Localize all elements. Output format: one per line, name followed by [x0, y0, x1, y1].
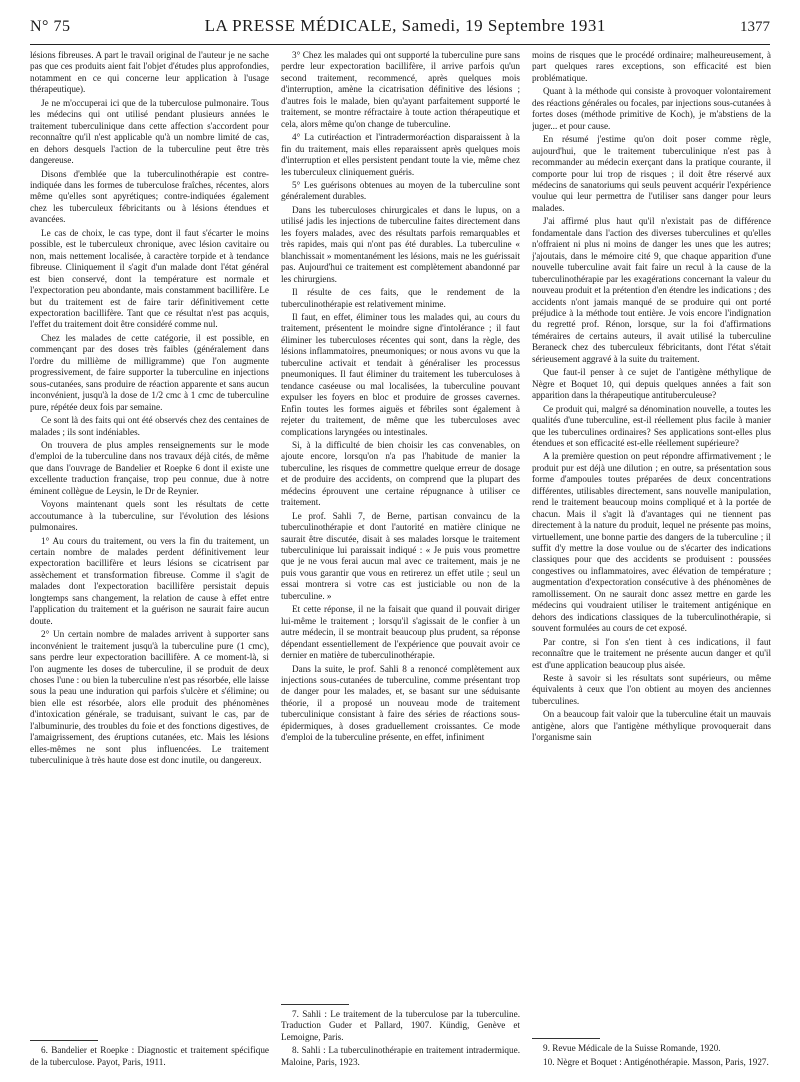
- paragraph: On a beaucoup fait valoir que la tuberculine était un mauvais antigène, alors que l'antigène méthylique provoquerait dans l'organisme sain: [532, 709, 771, 743]
- column-1: [30, 50, 269, 1070]
- footnotes: [30, 1034, 269, 1070]
- running-header: [30, 16, 770, 42]
- journal-title-line: [205, 16, 606, 36]
- paragraph: Si, à la difficulté de bien choisir les cas convenables, on ajoute encore, lorsqu'on n'a pas l'habitude de manier la tuberculine, les risques de commettre quelque erreur de dosage et de produire des accidents, on comprend que la plupart des médecins éprouvent une certaine répugnance à utiliser ce traitement.: [281, 439, 520, 508]
- paragraph: Que faut-il penser à ce sujet de l'antigène méthylique de Nègre et Boquet 10, qui depuis quelques années a fait son apparition dans la thérapeutique antituberculeuse?: [532, 367, 771, 401]
- paragraph: moins de risques que le procédé ordinaire; malheureusement, à part quelques rares exceptions, son efficacité est bien problématique.: [532, 50, 771, 83]
- paragraph: 3° Chez les malades qui ont supporté la tuberculine pure sans perdre leur expectoration bacillifère, il arrive parfois qu'un second traitement, recommencé, après quelques mois d'interruption, amène la cicatrisation définitive des lésions ; d'autres fois le malade, bien qu'ayant parfaitement supporté le traitement, se montre réfractaire à toute action thérapeutique et cela, alors même qu'on change de tuberculine.: [281, 50, 520, 129]
- journal-name: LA PRESSE MÉDICALE,: [204, 16, 397, 35]
- paragraph: Il résulte de ces faits, que le rendement de la tuberculinothérapie est relativement minime.: [281, 287, 520, 309]
- footnote: 10. Nègre et Boquet : Antigénothérapie. Masson, Paris, 1927.: [543, 1056, 769, 1067]
- page-number: 1377: [740, 19, 770, 35]
- paragraph: lésions fibreuses. A part le travail original de l'auteur je ne sache pas que ces produits aient fait l'objet d'études plus approfondies, notamment en ce qui concerne leur application à l'usage thérapeutique).: [30, 50, 269, 95]
- paragraph: Le prof. Sahli 7, de Berne, partisan convaincu de la tuberculinothérapie et dont l'autorité en matière clinique ne saurait être discutée, disait à ses malades lorsque le traitement tuberculinique lui paraissait indiqué : « Je puis vous promettre que je ne vous ferai aucun mal avec ce traitement, mais je ne puis vous garantir que vous en retirerez un effet utile ; seul un essai montrera si votre cas est justiciable ou non de la tuberculine. »: [281, 510, 520, 601]
- paragraph: Ce sont là des faits qui ont été observés chez des centaines de malades ; ils sont indéniables.: [30, 415, 269, 437]
- paragraph: Reste à savoir si les résultats sont supérieurs, ou même équivalents à ceux que l'on obtient au moyen des anciennes tuberculines.: [532, 673, 771, 706]
- paragraph: Et cette réponse, il ne la faisait que quand il pouvait diriger lui-même le traitement ; lorsqu'il s'agissait de le confier à un autre médecin, il se montrait beaucoup plus prudent, sa réponse dépendant essentiellement de l'expérience que pouvait avoir ce dernier en matière de tuberculinothérapie.: [281, 604, 520, 661]
- text-columns: [30, 50, 772, 1070]
- paragraph: Ce produit qui, malgré sa dénomination nouvelle, a toutes les qualités d'une tuberculine, est-il réellement plus facile à manier que les tuberculines ordinaires? Ses applications sont-elles plus étendues et son efficacité est-elle réellement supérieure?: [532, 403, 771, 448]
- column-2: [281, 50, 520, 1070]
- issue-number: N° 75: [30, 18, 71, 35]
- footnote: 9. Revue Médicale de la Suisse Romande, 1920.: [543, 1043, 721, 1054]
- paragraph: Je ne m'occuperai ici que de la tuberculose pulmonaire. Tous les médecins qui ont utilisé pendant plusieurs années le traitement tuberculinique dans cette affection s'accordent pour reconnaître qu'il n'est applicable qu'à un nombre limité de cas, en dehors desquels l'action de la tuberculine peut être très dangereuse.: [30, 97, 269, 166]
- paragraph: Voyons maintenant quels sont les résultats de cette accoutumance à la tuberculine, sur l'évolution des lésions pulmonaires.: [30, 499, 269, 533]
- paragraph: En résumé j'estime qu'on doit poser comme règle, aujourd'hui, que le traitement tuberculinique n'est pas à recommander au médecin exerçant dans la pratique courante, il comporte pour lui trop de risques ; il doit être réservé aux médecins de sanatoriums qui seuls peuvent acquérir l'expérience voulue qui leur permettra de l'utiliser sans danger pour leurs malades.: [532, 134, 771, 213]
- paragraph: Dans les tuberculoses chirurgicales et dans le lupus, on a utilisé jadis les injections de tuberculine faites directement dans les foyers malades, avec des résultats parfois remarquables et très rapides, mais qui n'ont pas été durables. La tuberculine « blanchissait » momentanément les lésions, mais ne les guérissait pas. Aujourd'hui ce traitement est complètement abandonné par les chirurgiens.: [281, 204, 520, 284]
- paragraph: Disons d'emblée que la tuberculinothérapie est contre-indiquée dans les formes de tuberculose fraîches, récentes, alors même qu'elles sont apyrétiques; contre-indiquées également chez les tuberculeux fébricitants ou à lésions étendues et avancées.: [30, 168, 269, 225]
- footnotes: [281, 998, 520, 1070]
- footnote-rule: [532, 1038, 600, 1039]
- footnotes: [532, 1032, 771, 1070]
- footnote-rule: [30, 1040, 98, 1041]
- paragraph: A la première question on peut répondre affirmativement ; le produit pur est déjà une dilution ; en outre, sa présentation sous forme d'ampoules toutes préparées de deux concentrations différentes, utilisables directement, sans nouvelle manipulation, rend le traitement beaucoup moins compliqué et à la portée de chacun. Mais il s'agit là d'avantages qui ne tiennent pas directement à la nature du produit, lequel ne présente pas moins, virtuellement, une bonne partie des dangers de la tuberculine ; il suffit d'y mettre la dose voulue ou de s'écarter des indications classiques pour que des accidents se produisent : poussées congestives ou inflammatoires, avec élévation de température ; augmentation d'expectoration consécutive à des phénomènes de ramollissement. On ne saurait donc assez mettre en garde les médecins qui voudraient utiliser le traitement antigénique en dehors des indications classiques de la tuberculinothérapie, si souvent formulées au cours de cet exposé.: [532, 451, 771, 634]
- paragraph: Dans la suite, le prof. Sahli 8 a renoncé complètement aux injections sous-cutanées de tuberculine, comme présentant trop de danger pour les malades, et, se basant sur une séduisante théorie, il a proposé un nouveau mode de traitement tuberculinique consistant à faire des séries de réactions sous-épidermiques, à doses graduellement croissantes. Ce mode d'emploi de la tuberculine présente, en effet, infiniment: [281, 663, 520, 743]
- paragraph: Par contre, si l'on s'en tient à ces indications, il faut reconnaître que le traitement ne présente aucun danger et qu'il est d'une application beaucoup plus aisée.: [532, 636, 771, 670]
- paragraph: 2° Un certain nombre de malades arrivent à supporter sans inconvénient le traitement jusqu'à la tuberculine pure (1 cmc), sans perdre leur expectoration bacillifère. A ce moment-là, si l'on augmente les doses de tuberculine, il se produit de deux choses l'une : ou bien la tuberculine n'est pas résorbée, elle laisse sous la peau une induration qui parfois s'ulcère et s'élimine; ou bien elle est résorbée, alors elle produit des phénomènes d'intoxication générale, se traduisant, suivant le cas, par de l'albuminurie, des troubles du foie et des fonctions digestives, de l'amaigrissement, des éruptions cutanées, etc. Mais les lésions elles-mêmes ne sont plus influencées. Le traitement tuberculinique à très haute dose est donc inutile, ou dangereux.: [30, 629, 269, 766]
- paragraph: On trouvera de plus amples renseignements sur le mode d'emploi de la tuberculine dans nos travaux déjà cités, de même que dans l'ouvrage de Bandelier et Roepke 6 dont il existe une excellente traduction française, trop peu connue, due à notre éminent collègue de Leysin, le Dr de Reynier.: [30, 439, 269, 496]
- paragraph: Il faut, en effet, éliminer tous les malades qui, au cours du traitement, présentent le moindre signe d'intolérance ; il faut éliminer les tuberculoses récentes qui sont, dans la règle, des lésions inflammatoires, pneumoniques; or nous avons vu que la tuberculine activait et tendait à généraliser les processus pneumoniques. Il faut éliminer du traitement les tuberculoses à tendance caséeuse ou mal localisées, la tuberculine pouvant expulser les foyers en bloc et produire de grosses cavernes. Enfin toutes les formes aiguës et fébriles sont également à rejeter du traitement, de même que les tuberculoses avec complications laryngées ou intestinales.: [281, 311, 520, 437]
- issue-date: Samedi, 19 Septembre 1931: [401, 16, 606, 35]
- paragraph: 5° Les guérisons obtenues au moyen de la tuberculine sont généralement durables.: [281, 179, 520, 202]
- footnote-rule: [281, 1004, 349, 1005]
- paragraph: 4° La cutiréaction et l'intradermoréaction disparaissent à la fin du traitement, mais elles reparaissent après quelques mois d'interruption et elles persistent pendant toute la vie, même chez les tuberculeux cliniquement guéris.: [281, 132, 520, 177]
- footnote: 6. Bandelier et Roepke : Diagnostic et traitement spécifique de la tuberculose. Payot, Paris, 1911.: [30, 1045, 269, 1067]
- footnote: 8. Sahli : La tuberculinothérapie en traitement intradermique. Maloine, Paris, 1923.: [281, 1045, 520, 1067]
- paragraph: 1° Au cours du traitement, ou vers la fin du traitement, un certain nombre de malades perdent définitivement leur expectoration bacillifère et leurs lésions se cicatrisent par assèchement et transformation fibreuse. Comme il s'agit de malades dont l'expectoration bacillifère persistait depuis longtemps sans changement, la relation de cause à effet entre l'application du traitement et la guérison ne saurait faire aucun doute.: [30, 535, 269, 626]
- column-3: [532, 50, 771, 1070]
- header-rule: [30, 44, 770, 45]
- footnote: 7. Sahli : Le traitement de la tuberculose par la tuberculine. Traduction Guder et Pallard, 1907. Kündig, Genève et Lemoigne, Paris.: [281, 1008, 520, 1042]
- paragraph: J'ai affirmé plus haut qu'il n'existait pas de différence fondamentale dans l'action des diverses tuberculines et qu'elles n'offraient ni plus ni moins de danger les unes que les autres; j'ajoutais, dans le mémoire cité 9, que chaque apparition d'une nouvelle tuberculine avait fait faire un recul à la cause de la tuberculinothérapie par les exagérations concernant la valeur du nouveau produit et la prétention d'en étendre les indications ; des accidents n'ont jamais manqué de se produire qui ont porté préjudice à la méthode tout entière. Je vois encore l'indignation du regretté prof. Rénon, lorsque, sur la foi d'affirmations téméraires de certains auteurs, il avait utilisé la tuberculine Beraneck chez des tuberculeux fébricitants, dont l'état s'était sérieusement aggravé à la suite du traitement.: [532, 216, 771, 364]
- paragraph: Le cas de choix, le cas type, dont il faut s'écarter le moins possible, est le tuberculeux chronique, avec lésion cavitaire ou non, mais nettement localisée, à caractère torpide et à tendance fibreuse. Cliniquement il s'agit d'un malade dont l'état général est bien conservé, dont la température est normale et l'expectoration peu abondante, mais constamment bacillifère. Le but du traitement est de faire tarir définitivement cette expectoration bacillifère. Tant que ce résultat n'est pas acquis, l'effet du traitement doit être considéré comme nul.: [30, 227, 269, 330]
- paragraph: Chez les malades de cette catégorie, il est possible, en commençant par des doses très faibles (généralement dans l'ordre du millième de milligramme) que l'on augmente progressivement, de faire supporter la tuberculine en injections sous-cutanées, sans produire de réaction apparente et sans aucun inconvénient, jusqu'à la dose de 1/2 cmc à 1 cmc de tuberculine pure, répétée deux fois par semaine.: [30, 332, 269, 412]
- paragraph: Quant à la méthode qui consiste à provoquer volontairement des réactions générales ou focales, par injections sous-cutanées à fortes doses (méthode primitive de Koch), je m'abstiens de la juger... et pour cause.: [532, 86, 771, 131]
